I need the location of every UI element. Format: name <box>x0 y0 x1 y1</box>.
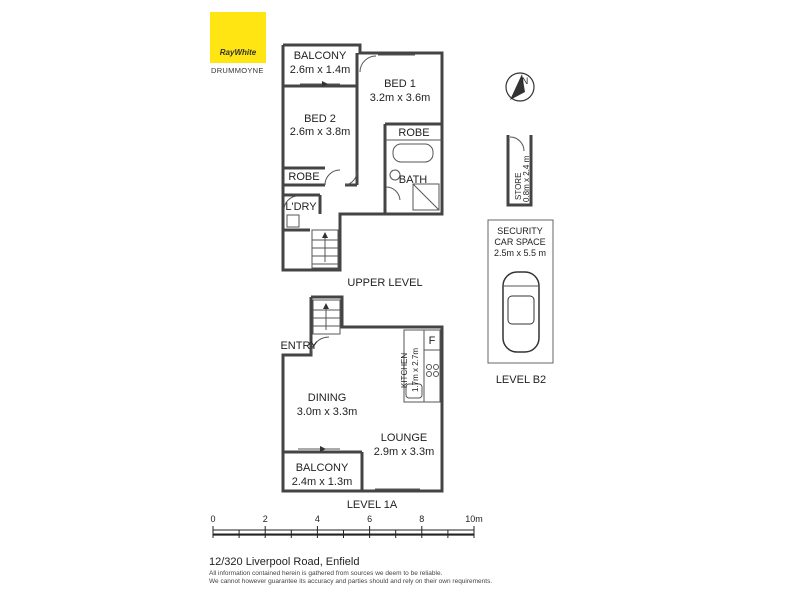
room-laundry: L'DRY <box>285 201 317 213</box>
store-dims: 0.8m x 2.4 m <box>522 155 531 202</box>
car-space-line2: CAR SPACE <box>494 237 546 247</box>
brand-office: DRUMMOYNE <box>211 66 264 75</box>
scale-tick-label: 2 <box>262 514 268 524</box>
brand-name: RayWhite <box>219 48 257 57</box>
north-arrow-icon <box>506 73 534 101</box>
room-balcony-upper-name: BALCONY <box>293 50 347 62</box>
level-upper-label: UPPER LEVEL <box>347 277 423 289</box>
kitchen-dims: 1.7m x 2.7m <box>411 347 420 392</box>
room-entry: ENTRY <box>280 340 318 352</box>
car-space-line1: SECURITY <box>497 226 543 236</box>
room-balcony-upper-dims: 2.6m x 1.4m <box>289 64 351 76</box>
level-b2-label: LEVEL B2 <box>495 374 547 386</box>
room-bed2-dims: 2.6m x 3.8m <box>289 126 351 138</box>
scale-tick-label: 0 <box>210 514 216 524</box>
kitchen-name: KITCHEN <box>400 352 409 388</box>
room-lounge-name: LOUNGE <box>380 432 428 444</box>
room-bed1-dims: 3.2m x 3.6m <box>369 92 431 104</box>
kitchen-fridge: F <box>428 335 436 347</box>
scale-tick-label: 6 <box>367 514 373 524</box>
room-bath: BATH <box>398 174 428 186</box>
scale-tick-label: 10m <box>465 514 483 524</box>
car-space-dims: 2.5m x 5.5 m <box>493 248 547 258</box>
room-bed1-name: BED 1 <box>384 78 416 90</box>
room-bed2-name: BED 2 <box>304 113 336 125</box>
disclaimer-line-2: We cannot however guarantee its accuracy and parties should and rely on their own requirements. <box>209 578 493 585</box>
room-dining-dims: 3.0m x 3.3m <box>296 406 358 418</box>
store-name: STORE <box>514 172 523 200</box>
compass-letter: N <box>521 76 529 86</box>
scale-bar <box>210 514 482 538</box>
scale-tick-label: 8 <box>419 514 425 524</box>
room-robe2: ROBE <box>288 171 320 183</box>
room-dining-name: DINING <box>307 392 347 404</box>
disclaimer <box>209 570 529 586</box>
room-robe1: ROBE <box>398 127 430 139</box>
level-1a-label: LEVEL 1A <box>346 499 398 511</box>
disclaimer-line-1: All information contained herein is gathered from sources we deem to be reliable. <box>209 570 443 577</box>
upper-level-plan <box>283 45 442 270</box>
property-address: 12/320 Liverpool Road, Enfield <box>209 556 360 568</box>
room-balcony-lower-name: BALCONY <box>295 462 349 474</box>
room-lounge-dims: 2.9m x 3.3m <box>373 446 435 458</box>
room-balcony-lower-dims: 2.4m x 1.3m <box>291 476 353 488</box>
scale-tick-label: 4 <box>314 514 320 524</box>
